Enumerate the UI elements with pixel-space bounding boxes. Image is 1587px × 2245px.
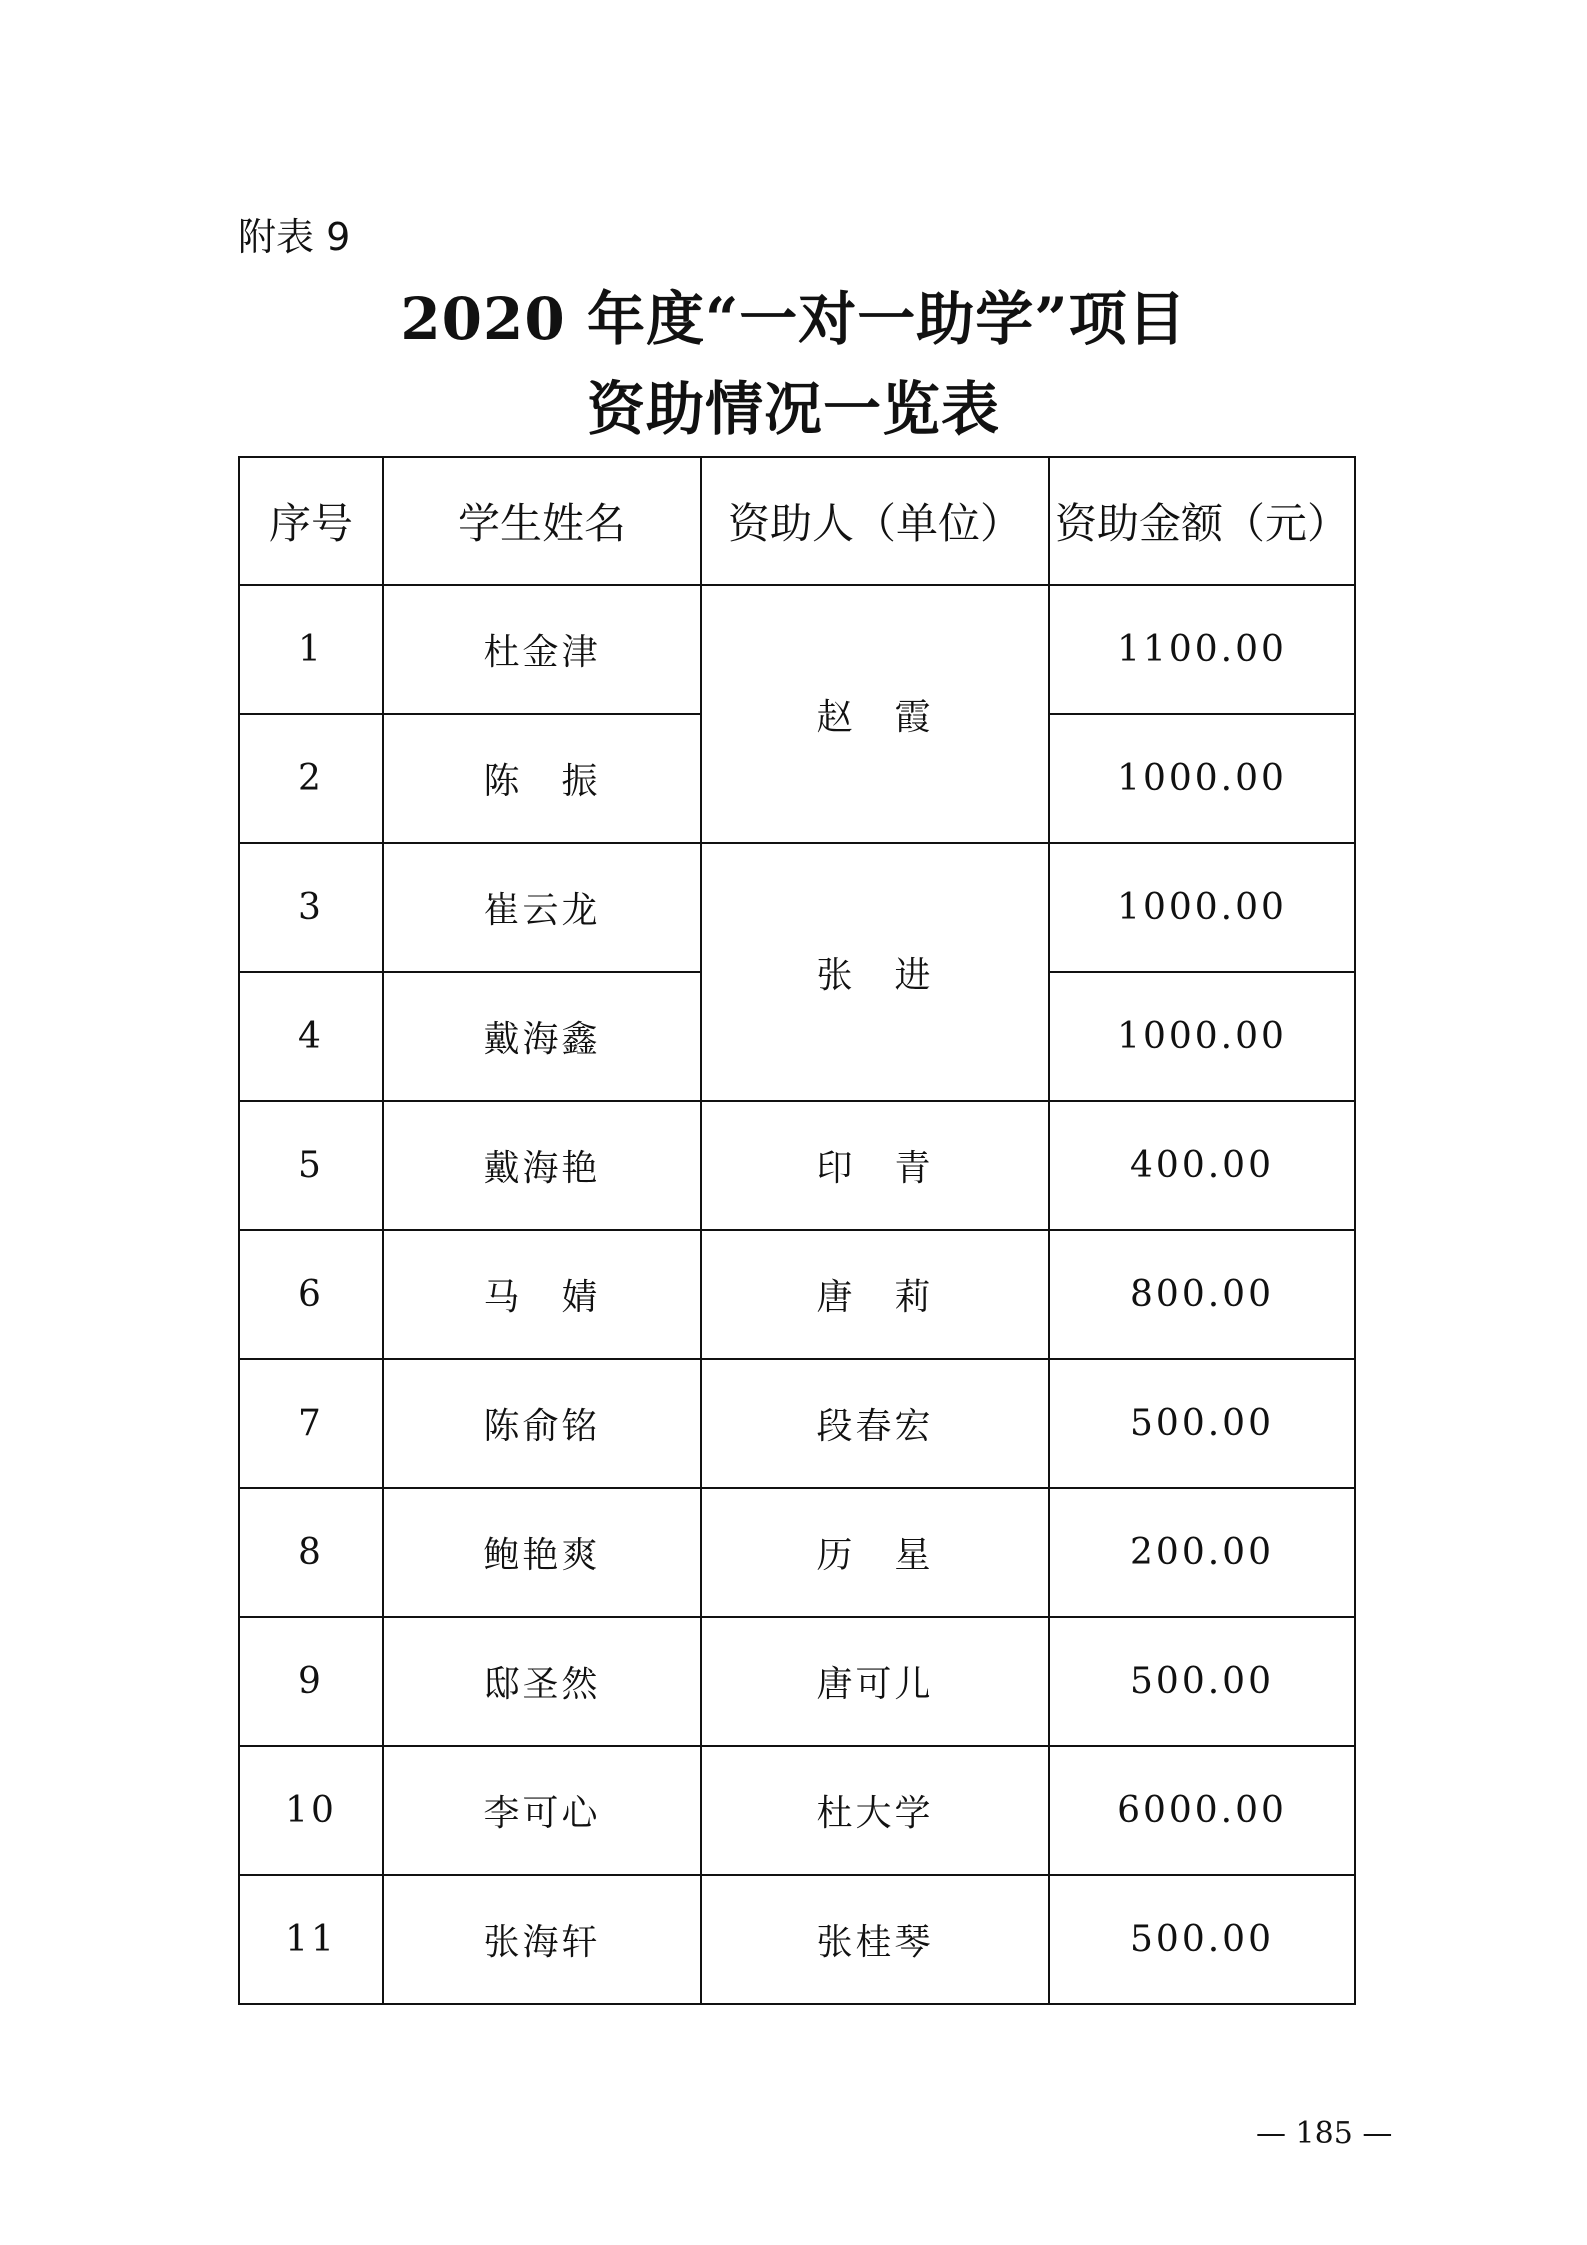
cell-no: 5 <box>239 1101 383 1230</box>
cell-no: 11 <box>239 1875 383 2004</box>
cell-student: 陈 振 <box>383 714 701 843</box>
cell-amount: 1100.00 <box>1049 585 1355 714</box>
cell-no: 6 <box>239 1230 383 1359</box>
table-row <box>239 1488 1355 1617</box>
cell-student: 张海轩 <box>383 1875 701 2004</box>
page-title: 2020 年度“一对一助学”项目 <box>400 285 1187 353</box>
cell-no: 4 <box>239 972 383 1101</box>
cell-no: 3 <box>239 843 383 972</box>
annex-label: 附表 9 <box>238 215 351 259</box>
cell-sponsor: 历 星 <box>701 1488 1049 1617</box>
cell-no: 7 <box>239 1359 383 1488</box>
table-row <box>239 1875 1355 2004</box>
cell-no: 9 <box>239 1617 383 1746</box>
cell-amount: 500.00 <box>1049 1359 1355 1488</box>
table-row <box>239 1617 1355 1746</box>
cell-student: 崔云龙 <box>383 843 701 972</box>
cell-student: 李可心 <box>383 1746 701 1875</box>
page-number: — 185 — <box>1256 2116 1393 2151</box>
cell-amount: 400.00 <box>1049 1101 1355 1230</box>
cell-student: 鲍艳爽 <box>383 1488 701 1617</box>
cell-no: 2 <box>239 714 383 843</box>
header-row <box>239 457 1355 585</box>
cell-sponsor: 唐可儿 <box>701 1617 1049 1746</box>
header-amount: 资助金额（元） <box>1049 457 1355 585</box>
table-row <box>239 843 1355 972</box>
cell-student: 戴海鑫 <box>383 972 701 1101</box>
cell-amount: 1000.00 <box>1049 714 1355 843</box>
table-row <box>239 1359 1355 1488</box>
cell-no: 10 <box>239 1746 383 1875</box>
page-subtitle: 资助情况一览表 <box>586 375 1000 443</box>
table-row <box>239 1101 1355 1230</box>
cell-student: 马 婧 <box>383 1230 701 1359</box>
cell-amount: 800.00 <box>1049 1230 1355 1359</box>
cell-student: 杜金津 <box>383 585 701 714</box>
header-sponsor: 资助人（单位） <box>701 457 1049 585</box>
header-student: 学生姓名 <box>383 457 701 585</box>
cell-amount: 500.00 <box>1049 1875 1355 2004</box>
cell-student: 陈俞铭 <box>383 1359 701 1488</box>
table-row <box>239 585 1355 714</box>
cell-amount: 200.00 <box>1049 1488 1355 1617</box>
cell-amount: 6000.00 <box>1049 1746 1355 1875</box>
cell-amount: 500.00 <box>1049 1617 1355 1746</box>
cell-no: 1 <box>239 585 383 714</box>
cell-sponsor: 张 进 <box>701 843 1049 1101</box>
cell-sponsor: 唐 莉 <box>701 1230 1049 1359</box>
cell-amount: 1000.00 <box>1049 972 1355 1101</box>
header-no: 序号 <box>239 457 383 585</box>
cell-sponsor: 张桂琴 <box>701 1875 1049 2004</box>
table-row <box>239 1230 1355 1359</box>
cell-student: 戴海艳 <box>383 1101 701 1230</box>
table-row <box>239 1746 1355 1875</box>
cell-sponsor: 赵 霞 <box>701 585 1049 843</box>
cell-student: 邸圣然 <box>383 1617 701 1746</box>
cell-amount: 1000.00 <box>1049 843 1355 972</box>
cell-no: 8 <box>239 1488 383 1617</box>
cell-sponsor: 杜大学 <box>701 1746 1049 1875</box>
cell-sponsor: 段春宏 <box>701 1359 1049 1488</box>
sponsorship-table <box>238 456 1356 2005</box>
cell-sponsor: 印 青 <box>701 1101 1049 1230</box>
